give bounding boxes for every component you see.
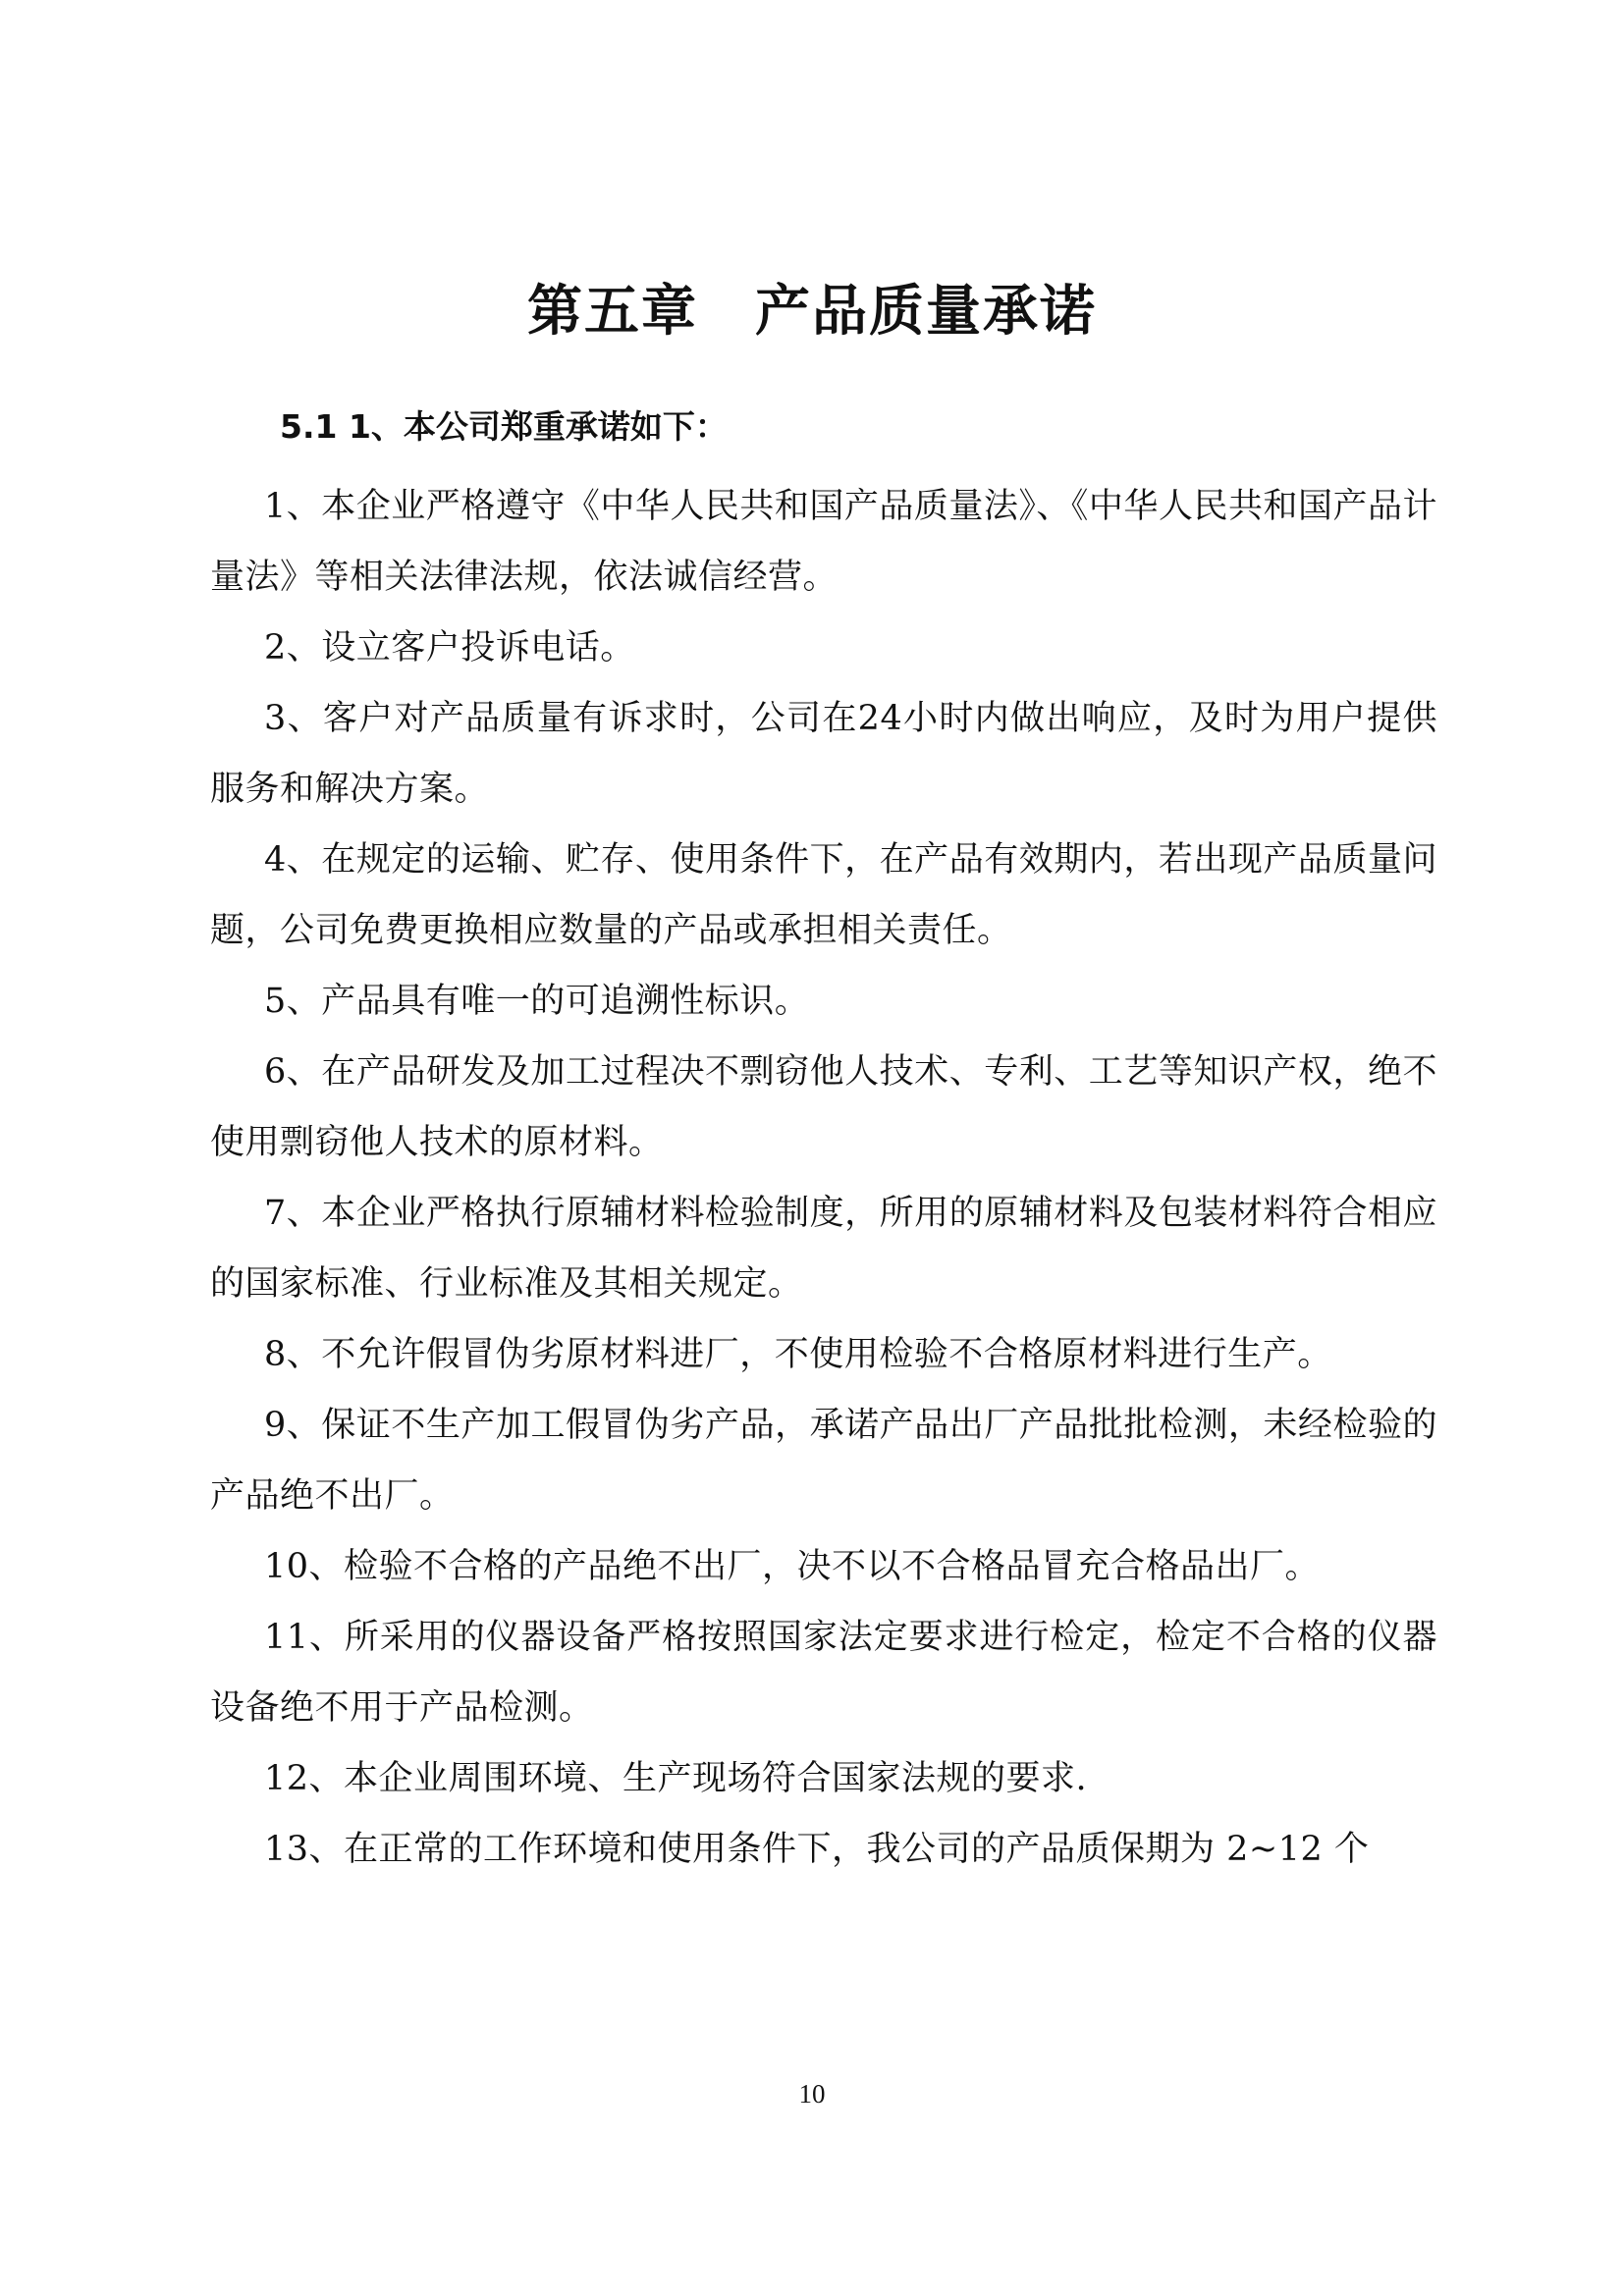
commitment-item-12: 12、本企业周围环境、生产现场符合国家法规的要求. bbox=[264, 1759, 1088, 1798]
commitment-item-9: 9、保证不生产加工假冒伪劣产品，承诺产品出厂产品批批检测，未经检验的产品绝不出厂。 bbox=[210, 1406, 1437, 1516]
commitment-item-4: 4、在规定的运输、贮存、使用条件下，在产品有效期内，若出现产品质量问题，公司免费更换相应数量的产品或承担相关责任。 bbox=[210, 840, 1437, 950]
section-heading: 5.1 1、本公司郑重承诺如下： bbox=[280, 407, 728, 446]
page-number: 10 bbox=[798, 2079, 826, 2109]
commitment-item-5: 5、产品具有唯一的可追溯性标识。 bbox=[264, 982, 810, 1021]
commitment-item-10: 10、检验不合格的产品绝不出厂，决不以不合格品冒充合格品出厂。 bbox=[264, 1547, 1321, 1586]
commitment-item-6: 6、在产品研发及加工过程决不剽窃他人技术、专利、工艺等知识产权，绝不使用剽窃他人技术的原材料。 bbox=[210, 1052, 1437, 1162]
chapter-title: 第五章 产品质量承诺 bbox=[527, 279, 1097, 344]
commitment-item-8: 8、不允许假冒伪劣原材料进厂，不使用检验不合格原材料进行生产。 bbox=[264, 1335, 1332, 1374]
commitment-item-7: 7、本企业严格执行原辅材料检验制度，所用的原辅材料及包装材料符合相应的国家标准、行业标准及其相关规定。 bbox=[210, 1194, 1437, 1304]
commitment-item-11: 11、所采用的仪器设备严格按照国家法定要求进行检定，检定不合格的仪器设备绝不用于产品检测。 bbox=[210, 1618, 1437, 1728]
commitment-item-2: 2、设立客户投诉电话。 bbox=[264, 628, 635, 667]
commitment-item-13: 13、在正常的工作环境和使用条件下，我公司的产品质保期为 2~12 个 bbox=[264, 1830, 1370, 1869]
commitment-item-3: 3、客户对产品质量有诉求时，公司在24小时内做出响应，及时为用户提供服务和解决方案。 bbox=[210, 699, 1437, 809]
commitment-item-1: 1、本企业严格遵守《中华人民共和国产品质量法》、《中华人民共和国产品计量法》等相关法律法规，依法诚信经营。 bbox=[210, 487, 1437, 597]
commitment-list bbox=[210, 471, 1437, 1885]
